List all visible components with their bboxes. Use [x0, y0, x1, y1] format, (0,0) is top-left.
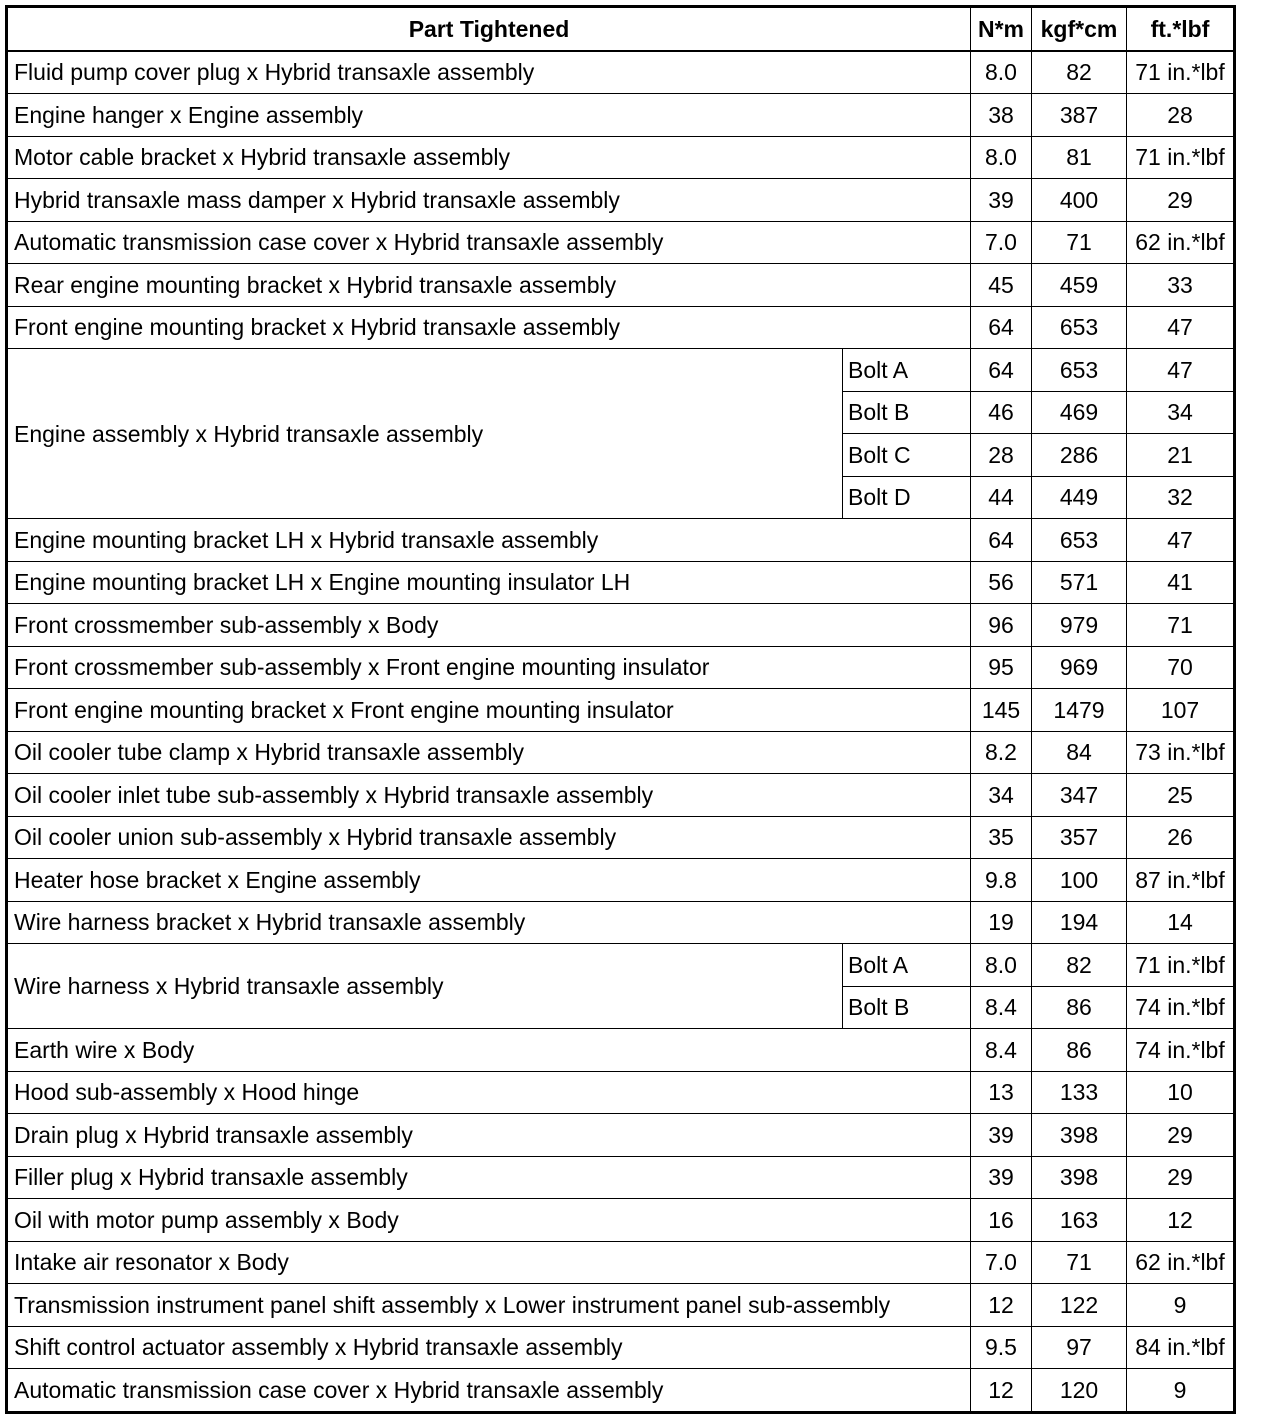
ft-lbf-value-cell: 29 — [1127, 1156, 1235, 1199]
kgf-value-cell: 387 — [1032, 94, 1127, 137]
ft-lbf-value-cell: 71 in.*lbf — [1127, 944, 1235, 987]
part-name-cell: Engine assembly x Hybrid transaxle assembly — [7, 349, 843, 519]
table-row — [7, 816, 1235, 859]
nm-value-cell: 16 — [971, 1199, 1032, 1242]
ft-lbf-value-cell: 14 — [1127, 901, 1235, 944]
part-name-cell: Motor cable bracket x Hybrid transaxle assembly — [7, 136, 971, 179]
part-name-cell: Transmission instrument panel shift assembly x Lower instrument panel sub-assembly — [7, 1284, 971, 1327]
torque-table-container — [5, 5, 1236, 1414]
table-row — [7, 264, 1235, 307]
table-row — [7, 519, 1235, 562]
bolt-label-cell: Bolt A — [843, 349, 971, 392]
part-name-cell: Heater hose bracket x Engine assembly — [7, 859, 971, 902]
kgf-value-cell: 400 — [1032, 179, 1127, 222]
part-name-cell: Earth wire x Body — [7, 1029, 971, 1072]
torque-spec-table — [5, 5, 1236, 1414]
nm-value-cell: 145 — [971, 689, 1032, 732]
table-row — [7, 859, 1235, 902]
ft-lbf-value-cell: 9 — [1127, 1369, 1235, 1413]
ft-lbf-value-cell: 47 — [1127, 306, 1235, 349]
nm-value-cell: 28 — [971, 434, 1032, 477]
ft-lbf-value-cell: 29 — [1127, 1114, 1235, 1157]
part-name-cell: Front crossmember sub-assembly x Body — [7, 604, 971, 647]
ft-lbf-value-cell: 70 — [1127, 646, 1235, 689]
part-name-cell: Drain plug x Hybrid transaxle assembly — [7, 1114, 971, 1157]
ft-lbf-value-cell: 29 — [1127, 179, 1235, 222]
nm-value-cell: 64 — [971, 306, 1032, 349]
table-row — [7, 349, 1235, 392]
nm-value-cell: 8.2 — [971, 731, 1032, 774]
kgf-value-cell: 133 — [1032, 1071, 1127, 1114]
table-row — [7, 306, 1235, 349]
part-name-cell: Engine hanger x Engine assembly — [7, 94, 971, 137]
kgf-value-cell: 81 — [1032, 136, 1127, 179]
ft-lbf-value-cell: 25 — [1127, 774, 1235, 817]
kgf-value-cell: 163 — [1032, 1199, 1127, 1242]
nm-value-cell: 39 — [971, 179, 1032, 222]
table-row — [7, 646, 1235, 689]
table-row — [7, 51, 1235, 94]
table-row — [7, 604, 1235, 647]
nm-value-cell: 7.0 — [971, 1241, 1032, 1284]
kgf-value-cell: 86 — [1032, 1029, 1127, 1072]
ft-lbf-value-cell: 28 — [1127, 94, 1235, 137]
part-name-cell: Rear engine mounting bracket x Hybrid transaxle assembly — [7, 264, 971, 307]
kgf-value-cell: 357 — [1032, 816, 1127, 859]
ft-lbf-value-cell: 74 in.*lbf — [1127, 986, 1235, 1029]
part-name-cell: Front crossmember sub-assembly x Front engine mounting insulator — [7, 646, 971, 689]
ft-lbf-value-cell: 73 in.*lbf — [1127, 731, 1235, 774]
kgf-value-cell: 82 — [1032, 944, 1127, 987]
kgf-value-cell: 469 — [1032, 391, 1127, 434]
kgf-value-cell: 194 — [1032, 901, 1127, 944]
part-name-cell: Automatic transmission case cover x Hybrid transaxle assembly — [7, 221, 971, 264]
table-row — [7, 1241, 1235, 1284]
ft-lbf-value-cell: 62 in.*lbf — [1127, 1241, 1235, 1284]
bolt-label-cell: Bolt A — [843, 944, 971, 987]
ft-lbf-value-cell: 84 in.*lbf — [1127, 1326, 1235, 1369]
header-ft-lbf: ft.*lbf — [1127, 7, 1235, 51]
ft-lbf-value-cell: 71 — [1127, 604, 1235, 647]
part-name-cell: Automatic transmission case cover x Hybrid transaxle assembly — [7, 1369, 971, 1413]
nm-value-cell: 8.0 — [971, 136, 1032, 179]
nm-value-cell: 38 — [971, 94, 1032, 137]
nm-value-cell: 8.0 — [971, 51, 1032, 94]
ft-lbf-value-cell: 12 — [1127, 1199, 1235, 1242]
nm-value-cell: 12 — [971, 1284, 1032, 1327]
kgf-value-cell: 969 — [1032, 646, 1127, 689]
nm-value-cell: 45 — [971, 264, 1032, 307]
ft-lbf-value-cell: 33 — [1127, 264, 1235, 307]
nm-value-cell: 95 — [971, 646, 1032, 689]
ft-lbf-value-cell: 62 in.*lbf — [1127, 221, 1235, 264]
nm-value-cell: 64 — [971, 349, 1032, 392]
nm-value-cell: 96 — [971, 604, 1032, 647]
kgf-value-cell: 286 — [1032, 434, 1127, 477]
part-name-cell: Fluid pump cover plug x Hybrid transaxle assembly — [7, 51, 971, 94]
nm-value-cell: 19 — [971, 901, 1032, 944]
ft-lbf-value-cell: 47 — [1127, 349, 1235, 392]
part-name-cell: Shift control actuator assembly x Hybrid transaxle assembly — [7, 1326, 971, 1369]
nm-value-cell: 9.8 — [971, 859, 1032, 902]
header-nm: N*m — [971, 7, 1032, 51]
kgf-value-cell: 571 — [1032, 561, 1127, 604]
nm-value-cell: 13 — [971, 1071, 1032, 1114]
table-row — [7, 94, 1235, 137]
bolt-label-cell: Bolt B — [843, 391, 971, 434]
kgf-value-cell: 653 — [1032, 306, 1127, 349]
part-name-cell: Hood sub-assembly x Hood hinge — [7, 1071, 971, 1114]
kgf-value-cell: 71 — [1032, 221, 1127, 264]
table-row — [7, 901, 1235, 944]
bolt-label-cell: Bolt D — [843, 476, 971, 519]
ft-lbf-value-cell: 87 in.*lbf — [1127, 859, 1235, 902]
nm-value-cell: 8.4 — [971, 1029, 1032, 1072]
nm-value-cell: 44 — [971, 476, 1032, 519]
nm-value-cell: 56 — [971, 561, 1032, 604]
kgf-value-cell: 398 — [1032, 1156, 1127, 1199]
bolt-label-cell: Bolt B — [843, 986, 971, 1029]
kgf-value-cell: 1479 — [1032, 689, 1127, 732]
kgf-value-cell: 653 — [1032, 519, 1127, 562]
nm-value-cell: 12 — [971, 1369, 1032, 1413]
nm-value-cell: 64 — [971, 519, 1032, 562]
ft-lbf-value-cell: 71 in.*lbf — [1127, 51, 1235, 94]
table-row — [7, 944, 1235, 987]
part-name-cell: Oil cooler tube clamp x Hybrid transaxle assembly — [7, 731, 971, 774]
kgf-value-cell: 122 — [1032, 1284, 1127, 1327]
ft-lbf-value-cell: 26 — [1127, 816, 1235, 859]
kgf-value-cell: 979 — [1032, 604, 1127, 647]
table-row — [7, 1199, 1235, 1242]
table-body — [7, 51, 1235, 1413]
table-row — [7, 561, 1235, 604]
nm-value-cell: 7.0 — [971, 221, 1032, 264]
ft-lbf-value-cell: 74 in.*lbf — [1127, 1029, 1235, 1072]
table-row — [7, 689, 1235, 732]
ft-lbf-value-cell: 47 — [1127, 519, 1235, 562]
header-row — [7, 7, 1235, 51]
kgf-value-cell: 71 — [1032, 1241, 1127, 1284]
kgf-value-cell: 100 — [1032, 859, 1127, 902]
kgf-value-cell: 82 — [1032, 51, 1127, 94]
table-row — [7, 731, 1235, 774]
table-row — [7, 1284, 1235, 1327]
table-row — [7, 1156, 1235, 1199]
ft-lbf-value-cell: 34 — [1127, 391, 1235, 434]
table-row — [7, 1114, 1235, 1157]
ft-lbf-value-cell: 10 — [1127, 1071, 1235, 1114]
part-name-cell: Oil cooler inlet tube sub-assembly x Hybrid transaxle assembly — [7, 774, 971, 817]
ft-lbf-value-cell: 71 in.*lbf — [1127, 136, 1235, 179]
nm-value-cell: 9.5 — [971, 1326, 1032, 1369]
ft-lbf-value-cell: 9 — [1127, 1284, 1235, 1327]
kgf-value-cell: 120 — [1032, 1369, 1127, 1413]
part-name-cell: Filler plug x Hybrid transaxle assembly — [7, 1156, 971, 1199]
part-name-cell: Front engine mounting bracket x Hybrid transaxle assembly — [7, 306, 971, 349]
table-row — [7, 136, 1235, 179]
nm-value-cell: 39 — [971, 1156, 1032, 1199]
table-row — [7, 221, 1235, 264]
nm-value-cell: 46 — [971, 391, 1032, 434]
kgf-value-cell: 398 — [1032, 1114, 1127, 1157]
kgf-value-cell: 459 — [1032, 264, 1127, 307]
part-name-cell: Wire harness x Hybrid transaxle assembly — [7, 944, 843, 1029]
nm-value-cell: 34 — [971, 774, 1032, 817]
part-name-cell: Oil cooler union sub-assembly x Hybrid transaxle assembly — [7, 816, 971, 859]
part-name-cell: Front engine mounting bracket x Front engine mounting insulator — [7, 689, 971, 732]
table-row — [7, 1029, 1235, 1072]
bolt-label-cell: Bolt C — [843, 434, 971, 477]
header-part-tightened: Part Tightened — [7, 7, 971, 51]
ft-lbf-value-cell: 32 — [1127, 476, 1235, 519]
table-row — [7, 774, 1235, 817]
kgf-value-cell: 84 — [1032, 731, 1127, 774]
header-kgf-cm: kgf*cm — [1032, 7, 1127, 51]
part-name-cell: Hybrid transaxle mass damper x Hybrid transaxle assembly — [7, 179, 971, 222]
nm-value-cell: 35 — [971, 816, 1032, 859]
part-name-cell: Engine mounting bracket LH x Hybrid transaxle assembly — [7, 519, 971, 562]
kgf-value-cell: 653 — [1032, 349, 1127, 392]
part-name-cell: Wire harness bracket x Hybrid transaxle assembly — [7, 901, 971, 944]
part-name-cell: Intake air resonator x Body — [7, 1241, 971, 1284]
kgf-value-cell: 97 — [1032, 1326, 1127, 1369]
table-row — [7, 179, 1235, 222]
ft-lbf-value-cell: 41 — [1127, 561, 1235, 604]
ft-lbf-value-cell: 107 — [1127, 689, 1235, 732]
ft-lbf-value-cell: 21 — [1127, 434, 1235, 477]
part-name-cell: Oil with motor pump assembly x Body — [7, 1199, 971, 1242]
kgf-value-cell: 86 — [1032, 986, 1127, 1029]
kgf-value-cell: 449 — [1032, 476, 1127, 519]
nm-value-cell: 8.4 — [971, 986, 1032, 1029]
kgf-value-cell: 347 — [1032, 774, 1127, 817]
table-row — [7, 1369, 1235, 1413]
table-row — [7, 1071, 1235, 1114]
table-row — [7, 1326, 1235, 1369]
nm-value-cell: 8.0 — [971, 944, 1032, 987]
part-name-cell: Engine mounting bracket LH x Engine mounting insulator LH — [7, 561, 971, 604]
nm-value-cell: 39 — [971, 1114, 1032, 1157]
